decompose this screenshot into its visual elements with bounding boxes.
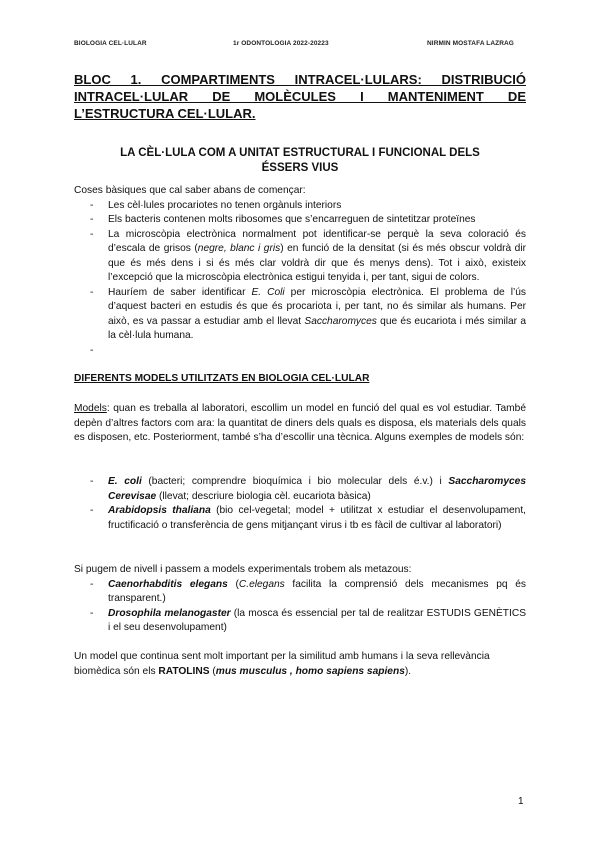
section-title xyxy=(74,146,526,176)
metazous-section xyxy=(74,563,526,636)
basics-list xyxy=(74,199,526,359)
species-name: mus musculus , homo sapiens sapiens xyxy=(215,665,405,677)
list-item-text: (llevat; descriure biologia cèl. eucariota bàsica) xyxy=(156,490,371,502)
models-paragraph xyxy=(74,402,526,446)
list-item-text: Hauríem de saber identificar xyxy=(108,286,252,298)
list-item xyxy=(74,504,526,533)
list-item-text: (la mosca és essencial per tal de realitzar ESTUDIS GENÈTICS i el seu desenvolupament) xyxy=(108,607,527,633)
species-name: Arabidopsis thaliana xyxy=(108,505,211,516)
header-author: NIRMIN MOSTAFA LAZRAG xyxy=(427,40,514,47)
species-name: E. Coli xyxy=(251,286,285,298)
list-item-text: ( xyxy=(227,578,239,590)
basics-intro: Coses bàsiques que cal saber abans de començar: xyxy=(74,185,306,196)
section-title-line-2: ÉSSERS VIUS xyxy=(261,162,339,174)
list-item-text: (bacteri; comprendre bioquímica i bio molecular dels é.v.) i xyxy=(141,476,449,487)
list-item xyxy=(74,213,526,228)
species-name: E. coli xyxy=(108,476,142,487)
list-item-text: ) en funció de la densitat (si és més obscur voldrà dir que és més dens i si és més clar voldrà dir que és menys dens). Tot i això, existeix l’excepció que la microscòpia electrònica estigui tenyida i, per tant, sigui de colors. xyxy=(108,243,526,283)
metazous-intro: Si pugem de nivell i passem a models experimentals trobem als metazous: xyxy=(74,564,412,575)
bloc-title: BLOC 1. COMPARTIMENTS INTRACEL·LULARS: DISTRIBUCIÓ INTRACEL·LULAR DE MOLÈCULES I MANTENIMENT DE L’ESTRUCTURA CEL·LULAR. xyxy=(74,72,526,121)
models-label: Models xyxy=(74,403,107,414)
models-list xyxy=(74,475,526,533)
list-item-text: Les cèl·lules procariotes no tenen orgànuls interiors xyxy=(108,199,342,211)
header-year: 1r ODONTOLOGIA 2022-20223 xyxy=(233,40,329,47)
list-item xyxy=(74,607,526,636)
paragraph-text: ( xyxy=(209,665,216,677)
metazous-list xyxy=(74,578,526,636)
paragraph-text: Un model que continua sent molt important per la similitud amb humans i la seva rellevància biomèdica són els xyxy=(74,651,490,677)
models-text: : quan es treballa al laboratori, escollim un model en funció del qual es vol estudiar. També depèn d’altres factors com ara: la quantitat de diners dels quals es disposa, els materials dels quals es disposen, etc. Posteriorment, també s’ha d’escollir una tècnica. Alguns exemples de models són: xyxy=(74,403,526,443)
models-list-section xyxy=(74,475,526,533)
list-item xyxy=(74,475,526,504)
models-heading: DIFERENTS MODELS UTILITZATS EN BIOLOGIA CEL·LULAR xyxy=(74,373,370,384)
page-number: 1 xyxy=(518,796,524,807)
list-item xyxy=(74,578,526,607)
species-name: Saccharomyces xyxy=(304,315,377,327)
section-title-line-1: LA CÈL·LULA COM A UNITAT ESTRUCTURAL I FUNCIONAL DELS xyxy=(120,147,480,159)
list-item-text: (bio cel-vegetal; model + utilitzat x estudiar el desenvolupament, fructificació o transferència de gens mitjançant virus i tb es fàcil de cultivar al laboratori) xyxy=(108,505,526,531)
basics-section xyxy=(74,184,526,358)
list-item-text: Els bacteris contenen molts ribosomes que s’encarreguen de sintetitzar proteïnes xyxy=(108,214,476,225)
species-name: Drosophila melanogaster xyxy=(108,607,231,619)
list-item-empty xyxy=(74,344,526,359)
species-name: Caenorhabditis elegans xyxy=(108,578,228,590)
list-item-text: que és eucariota i més similar a la cèl·lula humana. xyxy=(108,315,526,341)
list-item-text: per microscòpia electrònica. El problema de l’ús d’aquest bacteri en estudis és que és procariota i, per tant, no és similar als humans. Per això, es va passar a estudiar amb el llevat xyxy=(108,286,526,327)
highlight-text: RATOLINS xyxy=(158,665,210,677)
final-paragraph xyxy=(74,650,526,679)
species-name: C.elegans xyxy=(238,578,285,590)
list-item xyxy=(74,286,526,344)
emphasis-text: negre, blanc i gris xyxy=(197,243,281,254)
list-item-text: facilita la comprensió dels mecanismes pq és transparent.) xyxy=(108,578,526,604)
list-item xyxy=(74,228,526,286)
list-item xyxy=(74,199,526,214)
list-item-text: La microscòpia electrònica normalment pot identificar-se perquè la seva coloració és d’escala de grisos ( xyxy=(108,228,526,254)
species-name: Saccharomyces Cerevisae xyxy=(108,476,526,502)
header-course: BIOLOGIA CEL·LULAR xyxy=(74,40,147,47)
paragraph-text: ). xyxy=(404,665,412,677)
